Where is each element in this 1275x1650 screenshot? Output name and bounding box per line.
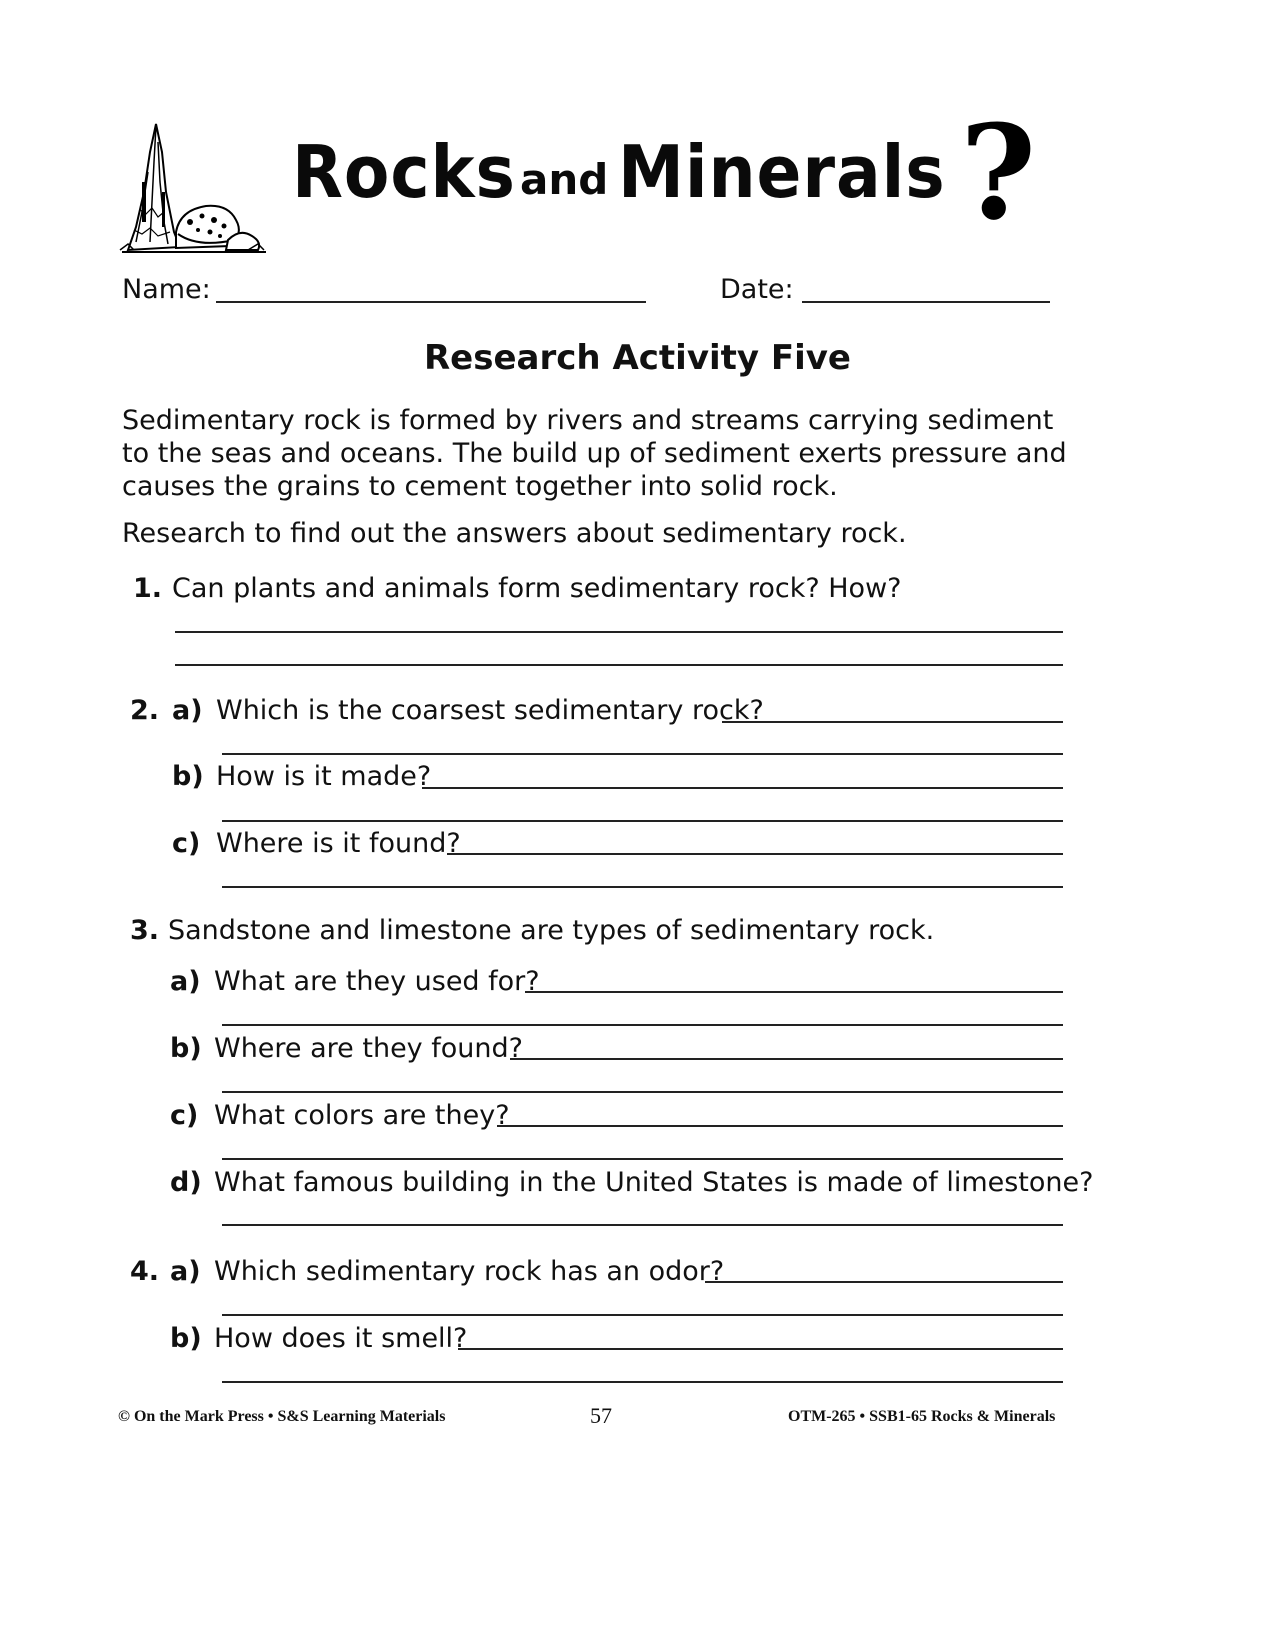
- question-4b-text: How does it smell?: [214, 1323, 468, 1354]
- question-2b-text: How is it made?: [216, 761, 432, 792]
- title-minerals: Minerals: [618, 130, 946, 214]
- answer-line[interactable]: [222, 1224, 1063, 1226]
- question-4a-text: Which sedimentary rock has an odor?: [214, 1256, 725, 1287]
- answer-line[interactable]: [705, 1281, 1063, 1283]
- footer-product-code: OTM-265 • SSB1-65 Rocks & Minerals: [788, 1408, 1056, 1425]
- question-3d-text: What famous building in the United States is made of limestone?: [214, 1167, 1094, 1198]
- question-4a-letter: a): [170, 1256, 201, 1287]
- page-title: Research Activity Five: [424, 338, 851, 378]
- answer-line[interactable]: [222, 1158, 1063, 1160]
- answer-line[interactable]: [222, 1381, 1063, 1383]
- question-1-number: 1.: [133, 573, 163, 604]
- name-label: Name:: [122, 274, 211, 305]
- answer-line[interactable]: [222, 1024, 1063, 1026]
- question-2a-letter: a): [172, 695, 203, 726]
- answer-line[interactable]: [222, 1091, 1063, 1093]
- question-mark-icon: ?: [960, 96, 1037, 249]
- question-3c-text: What colors are they?: [214, 1100, 510, 1131]
- name-field[interactable]: [216, 301, 646, 303]
- answer-line[interactable]: [222, 820, 1063, 822]
- intro-paragraph: Sedimentary rock is formed by rivers and streams carrying sediment to the seas and oceans. The build up of sediment exerts pressure and causes the grains to cement together into solid rock.: [122, 405, 1067, 502]
- answer-line[interactable]: [175, 664, 1063, 666]
- answer-line[interactable]: [222, 886, 1063, 888]
- question-3c-letter: c): [170, 1100, 199, 1131]
- title-rocks: Rocks: [292, 130, 516, 214]
- question-2-number: 2.: [130, 695, 160, 726]
- question-3a-letter: a): [170, 966, 201, 997]
- question-2a-text: Which is the coarsest sedimentary rock?: [216, 695, 764, 726]
- question-1-text: Can plants and animals form sedimentary rock? How?: [172, 573, 902, 604]
- question-4b-letter: b): [170, 1323, 202, 1354]
- date-field[interactable]: [802, 301, 1050, 303]
- instruction-text: Research to find out the answers about sedimentary rock.: [122, 518, 907, 549]
- answer-line[interactable]: [510, 1058, 1063, 1060]
- title-and: and: [520, 155, 609, 204]
- answer-line[interactable]: [458, 1348, 1063, 1350]
- answer-line[interactable]: [222, 753, 1063, 755]
- question-2c-letter: c): [172, 828, 201, 859]
- answer-line[interactable]: [422, 787, 1063, 789]
- answer-line[interactable]: [497, 1125, 1063, 1127]
- answer-line[interactable]: [525, 991, 1063, 993]
- date-label: Date:: [720, 274, 794, 305]
- answer-line[interactable]: [175, 631, 1063, 633]
- question-3b-letter: b): [170, 1033, 202, 1064]
- footer-publisher: © On the Mark Press • S&S Learning Materials: [118, 1408, 446, 1425]
- question-2b-letter: b): [172, 761, 204, 792]
- question-4-number: 4.: [130, 1256, 160, 1287]
- question-3d-letter: d): [170, 1167, 202, 1198]
- rock-formation-icon: [118, 122, 268, 257]
- answer-line[interactable]: [222, 1314, 1063, 1316]
- question-3a-text: What are they used for?: [214, 966, 540, 997]
- answer-line[interactable]: [722, 721, 1063, 723]
- page-number: 57: [590, 1403, 612, 1428]
- answer-line[interactable]: [447, 853, 1063, 855]
- question-3-text: Sandstone and limestone are types of sedimentary rock.: [168, 915, 935, 946]
- question-3-number: 3.: [130, 915, 160, 946]
- question-2c-text: Where is it found?: [216, 828, 461, 859]
- question-3b-text: Where are they found?: [214, 1033, 523, 1064]
